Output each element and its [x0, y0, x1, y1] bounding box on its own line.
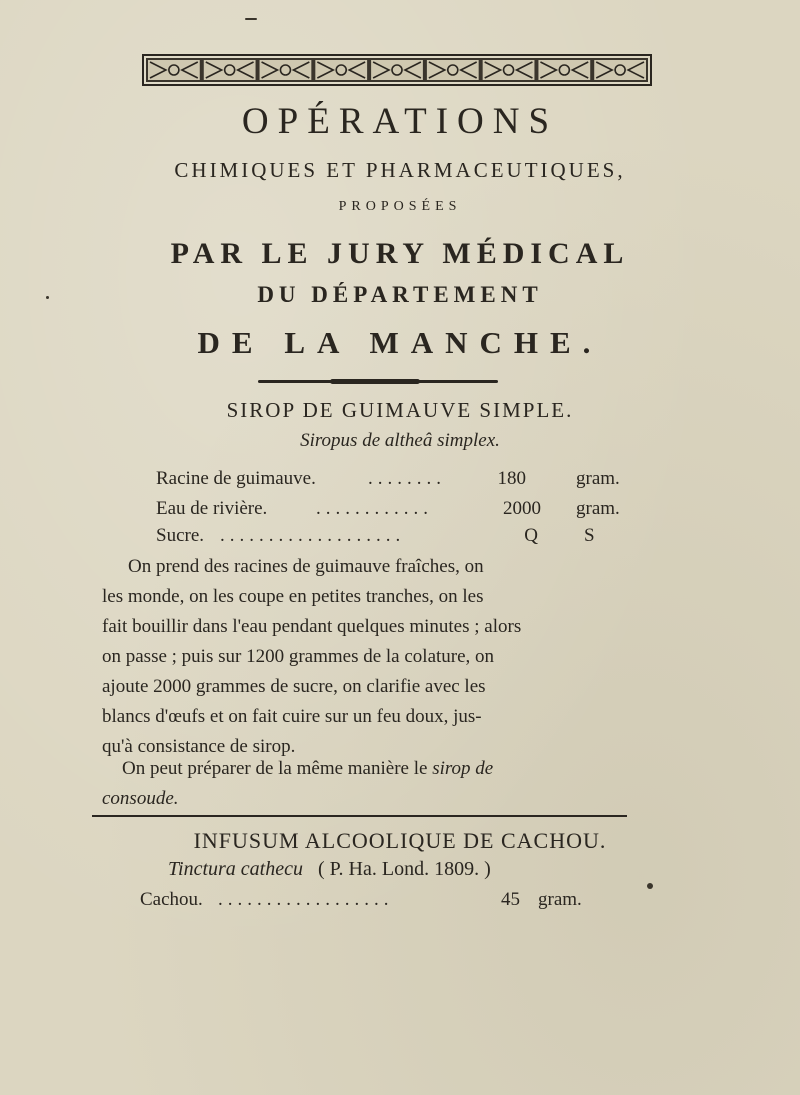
pharmacopoeia-reference: ( P. Ha. Lond. 1809. ) [317, 858, 491, 880]
manche-heading: DE LA MANCHE. [197, 325, 603, 360]
recipe-paragraph [102, 552, 647, 762]
latin-name: Tinctura cathecu [168, 858, 303, 880]
paragraph-line: On prend des racines de guimauve fraîches, on [128, 556, 484, 577]
note-line [102, 754, 647, 784]
paragraph-line: les monde, on les coupe en petites tranches, on les [102, 586, 484, 607]
ingredient-name: Racine de guimauve. [156, 468, 316, 489]
ingredient-name: Cachou. [140, 889, 203, 910]
page-title: OPÉRATIONS [241, 101, 559, 142]
ingredient-qty: 180 [497, 468, 526, 489]
paragraph-line: fait bouillir dans l'eau pendant quelques minutes ; alors [102, 616, 522, 637]
note-text: On peut préparer de la même manière le [122, 758, 428, 779]
leader-dots: ........ [368, 468, 446, 489]
ingredient-qty: 45 [501, 889, 520, 910]
section-latin-sirop: Siropus de altheâ simplex. [300, 430, 500, 451]
proposed-label: PROPOSÉES [338, 199, 462, 214]
page-subtitle: CHIMIQUES ET PHARMACEUTIQUES, [174, 158, 626, 182]
recipe-note [102, 754, 647, 814]
ingredient-qty: Q [524, 525, 538, 546]
leader-dots: ................... [220, 525, 406, 546]
section-latin-cachou [168, 858, 491, 881]
ornamental-border-icon [142, 54, 652, 86]
ink-speck [245, 18, 257, 20]
ingredient-unit: gram. [576, 498, 620, 519]
ink-speck [46, 296, 49, 299]
ingredient-qty: 2000 [503, 498, 541, 519]
section-heading-cachou: INFUSUM ALCOOLIQUE DE CACHOU. [193, 828, 607, 853]
leader-dots: .................. [218, 889, 394, 910]
paragraph-line: ajoute 2000 grammes de sucre, on clarifie avec les [102, 676, 486, 697]
note-italic: sirop de [432, 758, 494, 779]
section-divider [92, 815, 627, 817]
ink-speck [647, 883, 653, 889]
section-heading-sirop: SIROP DE GUIMAUVE SIMPLE. [226, 398, 574, 422]
paragraph-line: on passe ; puis sur 1200 grammes de la colature, on [102, 646, 495, 667]
department-heading: DU DÉPARTEMENT [257, 282, 543, 307]
ingredient-name: Eau de rivière. [156, 498, 268, 519]
paragraph-line: qu'à consistance de sirop. [102, 736, 296, 757]
divider-center [330, 379, 420, 384]
ingredient-unit: gram. [576, 468, 620, 489]
paragraph-line: blancs d'œufs et on fait cuire sur un feu doux, jus- [102, 706, 482, 727]
ingredient-unit: gram. [538, 889, 582, 910]
note-italic: consoude. [102, 788, 179, 809]
jury-heading: PAR LE JURY MÉDICAL [170, 237, 630, 270]
ingredient-unit: S [584, 525, 595, 546]
note-line [102, 784, 647, 814]
leader-dots: ............ [316, 498, 433, 519]
ingredient-name: Sucre. [156, 525, 205, 546]
